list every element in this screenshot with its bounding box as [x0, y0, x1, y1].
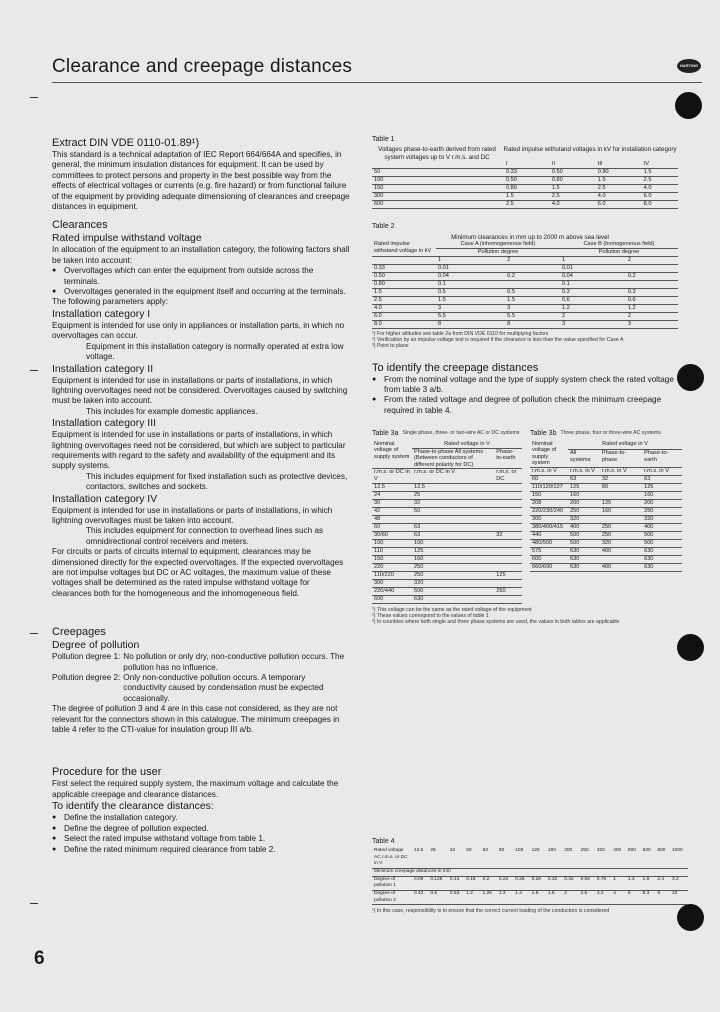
category-example: This includes equipment for connection to overhead lines such as omnidirectional control receivers and meters. [86, 526, 324, 546]
clearances-bullet: ● Overvoltages generated in the equipment itself and occurring at the terminals. [52, 287, 350, 297]
category-text: Equipment is intended for use in installations or parts of installations, in which lightning overvoltages need not be considered. Overvoltages caused by switching must be taken into account. [52, 375, 348, 406]
creepages-heading: Creepages [52, 626, 106, 639]
margin-mark [30, 633, 38, 634]
table-row: 150 0.80 1.5 2.5 4.0 [372, 185, 678, 193]
extract-heading: Extract DIN VDE 0110-01.89¹) [52, 137, 200, 149]
table-row: 220 250 [372, 563, 522, 571]
category-text: Equipment is intended for use in installations or parts of installations, in which lightning overvoltages must be taken into account. [52, 505, 333, 525]
category-example: This includes equipment for fixed installation such as protective devices, contactors, switches and sockets. [86, 471, 348, 492]
table3b-block: Table 3b Three phase, four or three-wire AC systems Nominal voltage of supply system Rated voltage in V All systems Phase-to-phase Phase-to-earth r.m.s. in V r.m.s. in V r.m.s. in V r.m.s. in V 60 63 32 63 110/120/127 125 80 125 150 160 160 208 200 125 200 220/230/240 250 160 250 300 320 320 380/400/415 400 250 400 440 500 250 500 480/500 500 320 500 575 630 400 630 600 630 630 660/690 630 400 630 [530, 430, 682, 603]
table-row: 8.0 8 8 3 3 [372, 321, 678, 329]
table2: Rated impulse withstand voltage in kV Case A (inhomogeneous field) Case B (homogeneous field) Pollution degree Pollution degree 1 2 1 2 0.33 0.01 0.01 0.50 0.04 0.2 0.04 0.2 0.80 0.1 0.1 1.5 0.5 0.5 0.3 0.3 2.5 1.5 1.5 0.6 0.6 4.0 3 3 1.2 1.2 6.0 5.5 5.5 2 2 8.0 8 8 3 3 [372, 241, 678, 329]
procedure-bullet: ● Define the rated minimum required clearance from table 2. [52, 845, 350, 855]
table4-block [372, 838, 688, 914]
table-row: 110/220 250 125 [372, 571, 522, 579]
procedure-heading: Procedure for the user [52, 766, 162, 779]
procedure-intro: First select the required supply system, the maximum voltage and calculate the applicable creepage and clearance distances. [52, 779, 339, 799]
category-example: Equipment in this installation category is normally operated at extra low voltage. [86, 341, 344, 362]
table-row: 30 32 [372, 499, 522, 507]
creepage-id-heading: To identify the creepage distances [372, 361, 539, 374]
table-row: 220/440 500 250 [372, 587, 522, 595]
page-title: Clearance and creepage distances [52, 56, 353, 77]
table4-caption: Table 4 [372, 838, 395, 845]
table2-note: ³) Point to plane [372, 343, 409, 350]
page-number: 6 [34, 948, 45, 969]
params-intro: The following parameters apply: [52, 297, 169, 307]
category-example: This includes for example domestic appliances. [86, 406, 258, 416]
table-row: 300 1.5 2.5 4.0 6.0 [372, 193, 678, 201]
table-row: 300 320 [372, 579, 522, 587]
table-row: Degree of pollution 2 0.42 0.5 0.53 1.2 1.25 1.3 1.4 1.5 1.6 2 2.5 3.2 4 5 6.3 8 10 [372, 890, 688, 904]
pollution-degree-1: Pollution degree 1: No pollution or only dry, non-conductive pollution occurs. The pollution has no influence. [52, 652, 345, 672]
table-row: 60 63 32 63 [530, 476, 682, 484]
right-column [372, 136, 688, 625]
table-row: 380/400/415 400 250 400 [530, 524, 682, 532]
punch-hole [675, 92, 702, 119]
category-text: Equipment is intended for use in installations or parts of installations, in which lightning overvoltages need not be considered, but which are subject to particular requirements with regard to the safety and availability of the equipment and its supply systems. [52, 430, 346, 471]
category-title: Installation category I [52, 308, 151, 320]
table-row: 100 100 [372, 539, 522, 547]
table-row: 0.80 0.1 0.1 [372, 281, 678, 289]
table-row: Minimum creepage distances in mm [372, 868, 688, 876]
margin-mark [30, 903, 38, 904]
table-row: 150 160 160 [530, 492, 682, 500]
clearances-bullet: ● Overvoltages which can enter the equipment from outside across the terminals. [52, 266, 350, 287]
pollution-degree-2: Pollution degree 2: Only non-conductive pollution occurs. A temporary conductivity caused by condensation must be expected occasionally. [52, 673, 324, 703]
creepages-closing: The degree of pollution 3 and 4 are in this case not considered, as they are not relevant for the connectors shown in this catalogue. The minimum creepages in table 4 refer to the CTI-value for insulation group III a/b. [52, 704, 340, 735]
table-row: 100 0.50 0.80 1.5 2.5 [372, 177, 678, 185]
table1: I II III IV 50 0.33 0.50 0.80 1.5 100 0.50 0.80 1.5 2.5 150 0.80 1.5 2.5 4.0 300 1.5 2.5 4.0 6.0 600 2.5 4.0 6.0 8.0 [372, 161, 678, 209]
table-row: 24 25 [372, 491, 522, 499]
table-row: 660/690 630 400 630 [530, 564, 682, 572]
table-row: 600 2.5 4.0 6.0 8.0 [372, 201, 678, 209]
table-row: 575 630 400 630 [530, 548, 682, 556]
table-row: 110 125 [372, 547, 522, 555]
creepage-id-bullet: ● From the nominal voltage and the type of supply system check the rated voltage from table 3 a/b. [372, 375, 688, 396]
margin-mark [30, 370, 38, 371]
table-row: 0.33 0.01 0.01 [372, 265, 678, 273]
table-row: 48 [372, 515, 522, 523]
table-row: 30/60 63 32 [372, 531, 522, 539]
table-row: 220/230/240 250 160 250 [530, 508, 682, 516]
table2-note: ²) Verification by an impulse voltage test is required if the clearance is less than the value specified for Case A [372, 337, 624, 344]
table-row: Degree of pollution 1 0.09 0.125 0.14 0.18 0.2 0.22 0.25 0.28 0.32 0.42 0.56 0.75 1 1.3 1.8 2.4 3.2 [372, 876, 688, 890]
table1-header: Voltages phase-to-earth derived from rated system voltages up to V r.m.s. and DC Rated impulse withstand voltages in kV for installation category [378, 146, 677, 161]
table-row: 480/500 500 320 500 [530, 540, 682, 548]
table4 [372, 848, 688, 905]
category-text: Equipment is intended for use only in appliances or installation parts, in which no overvoltages can occur. [52, 320, 345, 341]
table3b: Nominal voltage of supply system Rated voltage in V All systems Phase-to-phase Phase-to-earth r.m.s. in V r.m.s. in V r.m.s. in V r.m.s. in V 60 63 32 63 110/120/127 125 80 125 150 160 160 208 200 125 200 220/230/240 250 160 250 300 320 320 380/400/415 400 250 400 440 500 250 500 480/500 500 320 500 575 630 400 630 600 630 630 660/690 630 400 630 [530, 441, 682, 572]
creepage-id-bullet: ● From the rated voltage and degree of pollution check the minimum creepage required in table 4. [372, 395, 688, 416]
extract-intro: This standard is a technical adaptation of IEC Report 664/664A and specifies, in general, the minimum insulation distances for equipment. It can be used by committees to protect persons and property in the best possible way from the effects of electrical voltages or currents (e.g. fire hazard) or from functional failure of the equipment by providing adequate dimensioning of clearances and creepage distances in equipment. [52, 150, 350, 212]
table3a: Nominal voltage of supply system Rated voltage in V Phase-to-phase All systems (Between conductors of different polarity for DC) Phase-to-earth r.m.s. or DC in V r.m.s. or DC in V r.m.s. or DC 12.5 12.5 24 25 30 32 42 50 48 60 63 30/60 63 32 100 100 110 125 150 160 220 250 110/220 250 125 300 320 220/440 500 250 600 630 [372, 441, 522, 604]
creepages-subheading: Degree of pollution [52, 640, 140, 652]
table-row: Rated voltage AC r.m.s. or DC in V 12.5 25 32 50 63 80 100 125 160 200 250 320 400 500 630 800 1000 [372, 848, 688, 868]
table-row: 600 630 630 [530, 556, 682, 564]
table1-caption: Table 1 [372, 136, 395, 143]
table3-note: ¹) This voltage can be the same as the rated voltage of the equipment [372, 606, 532, 613]
harting-logo: HARTING [677, 59, 701, 73]
clearances-subheading: Rated impulse withstand voltage [52, 233, 202, 245]
table-row: 42 50 [372, 507, 522, 515]
table-row: 60 63 [372, 523, 522, 531]
table-row: 208 200 125 200 [530, 500, 682, 508]
table-row: 110/120/127 125 80 125 [530, 484, 682, 492]
clearances-intro: In allocation of the equipment to an installation category, the following factors shall be taken into account: [52, 245, 350, 265]
table-row: 50 0.33 0.50 0.80 1.5 [372, 169, 678, 177]
table2-top-head: Minimum clearances in mm up to 2000 m above sea level [451, 233, 609, 241]
table-row: 1.5 0.5 0.5 0.3 0.3 [372, 289, 678, 297]
table-row: 300 320 320 [530, 516, 682, 524]
table2-note: ¹) For higher altitudes see table 2a from DIN VDE 0110 for multiplying factors [372, 331, 549, 338]
table-row: 0.50 0.04 0.2 0.04 0.2 [372, 273, 678, 281]
category-title: Installation category II [52, 363, 154, 375]
procedure-bullet: ● Select the rated impulse withstand voltage from table 1. [52, 834, 350, 844]
category-title: Installation category IV [52, 493, 158, 505]
margin-mark [30, 97, 38, 98]
left-column [52, 136, 350, 855]
table-row: 6.0 5.5 5.5 2 2 [372, 313, 678, 321]
procedure-sub: To identify the clearance distances: [52, 801, 214, 813]
punch-hole [677, 634, 704, 661]
clearances-heading: Clearances [52, 219, 108, 232]
table2-caption: Table 2 [372, 223, 395, 231]
table3-note: ³) In countries where both single and three phase systems are used, the values in both tables are applicable [372, 619, 620, 626]
table3a-block: Table 3a Single phase, three- or two-wire AC or DC systems Nominal voltage of supply system Rated voltage in V Phase-to-phase All systems (Between conductors of different polarity for DC) Phase-to-earth r.m.s. or DC in V r.m.s. or DC in V r.m.s. or DC 12.5 12.5 24 25 30 32 42 50 48 60 63 30/60 63 32 100 100 110 125 150 160 220 250 110/220 250 125 300 320 220/440 500 250 600 630 [372, 430, 522, 603]
category-title: Installation category III [52, 418, 156, 430]
table4-note: ¹) In this case, responsibility is to ensure that the correct current loading of the conductors is considered [372, 908, 610, 915]
header-rule [52, 82, 702, 83]
clearances-closing: For circuits or parts of circuits internal to equipment, clearances may be dimensioned directly for the expected overvoltages. If the expected overvoltages are not impulse voltages but DC or AC voltages, the maximum value of these voltages shall be determined as the rated impulse withstand voltage for clearances both for the homogeneous and the inhomogeneous field. [52, 547, 344, 598]
table3-note: ²) These values correspond to the values of table 1 [372, 612, 489, 619]
tables-3 [372, 430, 688, 603]
procedure-bullet: ● Define the installation category. [52, 813, 350, 823]
table-row: 2.5 1.5 1.5 0.6 0.6 [372, 297, 678, 305]
table-row: 12.5 12.5 [372, 483, 522, 491]
table-row: 440 500 250 500 [530, 532, 682, 540]
procedure-bullet: ● Define the degree of pollution expected. [52, 824, 350, 834]
table-row: 600 630 [372, 595, 522, 603]
table-row: 150 160 [372, 555, 522, 563]
table-row: 4.0 3 3 1.2 1.2 [372, 305, 678, 313]
